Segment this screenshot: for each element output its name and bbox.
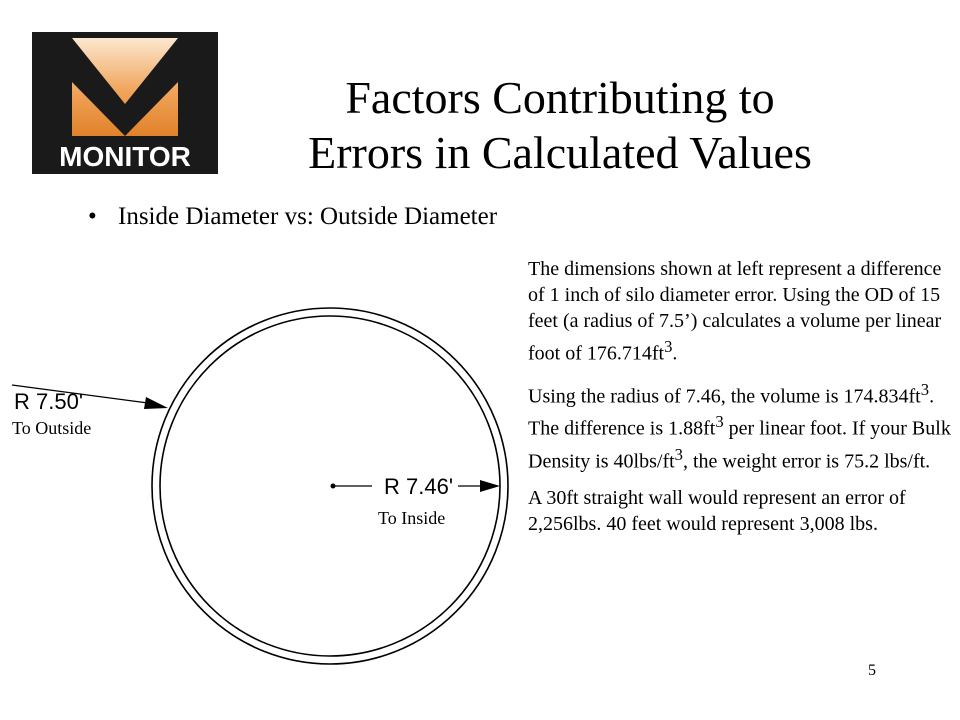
slide-title bbox=[250, 70, 870, 180]
explanation-paragraph-3: A 30ft straight wall would represent an error of 2,256lbs. 40 feet would represent 3,008 lbs. bbox=[528, 486, 906, 535]
title-line-1: Factors Contributing to bbox=[345, 72, 775, 123]
silo-diameter-diagram bbox=[0, 250, 520, 720]
outer-circle bbox=[152, 308, 508, 664]
bullet-dot: • bbox=[88, 203, 97, 230]
outer-arrowhead bbox=[144, 397, 168, 409]
explanation-paragraph-1: The dimensions shown at left represent a difference of 1 inch of silo diameter error. Using the OD of 15 feet (a radius of 7.5’) calculates a volume per linear foot of $176.714ft^3$. bbox=[528, 258, 942, 365]
explanation-text bbox=[528, 256, 958, 547]
page-number: 5 bbox=[868, 662, 876, 679]
logo-text: MONITOR bbox=[59, 141, 191, 172]
monitor-logo bbox=[32, 32, 218, 174]
explanation-paragraph-2: Using the radius of 7.46, the volume is $174.834ft^3$. The difference is $1.88ft^3$ per linear foot. If your Bulk Density is $40lbs/ft^3$, the weight error is 75.2 lbs/ft. bbox=[528, 379, 951, 473]
title-line-2: Errors in Calculated Values bbox=[308, 127, 812, 179]
monitor-logo-graphic bbox=[32, 32, 218, 174]
inner-dimension-label: R 7.46' bbox=[384, 474, 454, 499]
bullet-item bbox=[88, 203, 497, 231]
inner-arrowhead bbox=[480, 480, 500, 492]
outer-caption: To Outside bbox=[12, 418, 92, 438]
inner-caption: To Inside bbox=[378, 508, 446, 528]
bullet-text: Inside Diameter vs: Outside Diameter bbox=[118, 203, 498, 230]
outer-dimension-label: R 7.50' bbox=[14, 389, 84, 414]
